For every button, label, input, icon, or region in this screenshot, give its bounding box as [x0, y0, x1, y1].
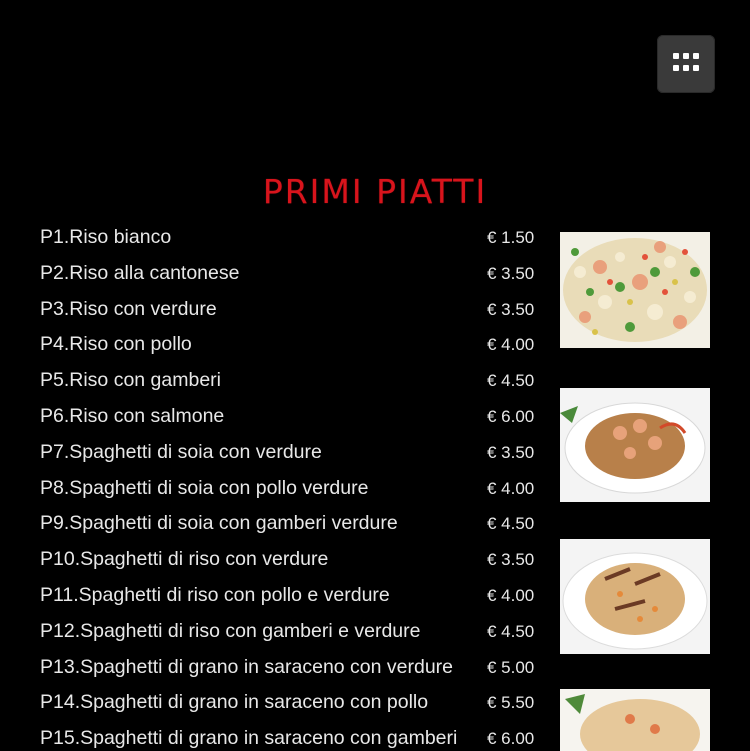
item-price: € 1.50 [487, 228, 535, 247]
item-name: P1.Riso bianco [40, 226, 172, 248]
item-price: € 4.00 [487, 585, 535, 605]
menu-item [0, 542, 560, 578]
item-name: P2.Riso alla cantonese [40, 261, 240, 284]
item-name: P3.Riso con verdure [40, 297, 217, 320]
item-price: € 4.50 [487, 371, 535, 391]
grid-icon [673, 53, 699, 75]
menu-item [0, 506, 560, 542]
menu-item [0, 721, 560, 751]
item-name: P7.Spaghetti di soia con verdure [40, 440, 322, 463]
buckwheat-noodles-photo [560, 689, 710, 751]
item-name: P11.Spaghetti di riso con pollo e verdure [40, 583, 390, 606]
item-price: € 5.00 [487, 657, 535, 677]
item-name: P15.Spaghetti di grano in saraceno con gamberi [40, 727, 458, 750]
menu-item [0, 650, 560, 686]
item-price: € 6.00 [487, 729, 535, 749]
item-price: € 3.50 [487, 299, 535, 319]
glass-noodles-shrimp-photo [560, 388, 710, 502]
item-price: € 3.50 [487, 550, 535, 570]
item-price: € 4.00 [487, 335, 535, 355]
menu-item [0, 363, 560, 399]
menu-item [0, 471, 560, 507]
menu-grid-button[interactable] [657, 35, 715, 93]
menu-item [0, 399, 560, 435]
item-name: P8.Spaghetti di soia con pollo verdure [40, 476, 369, 499]
menu-item [0, 578, 560, 614]
item-price: € 3.50 [487, 442, 535, 462]
item-price: € 4.50 [487, 621, 535, 641]
item-name: P5.Riso con gamberi [40, 369, 222, 392]
item-price: € 3.50 [487, 263, 535, 283]
item-name: P9.Spaghetti di soia con gamberi verdure [40, 512, 398, 535]
item-price: € 6.00 [487, 406, 535, 426]
item-name: P6.Riso con salmone [40, 404, 225, 427]
menu-item [0, 292, 560, 328]
section-title: PRIMI PIATTI [262, 172, 488, 212]
menu-item [0, 435, 560, 471]
rice-noodles-photo [560, 539, 710, 654]
item-name: P10.Spaghetti di riso con verdure [40, 548, 329, 571]
menu-item [0, 614, 560, 650]
item-price: € 4.00 [487, 478, 535, 498]
item-name: P13.Spaghetti di grano in saraceno con verdure [40, 655, 454, 678]
menu-item [0, 256, 560, 292]
menu-item [0, 685, 560, 721]
item-name: P12.Spaghetti di riso con gamberi e verdure [40, 619, 421, 642]
menu-item [0, 220, 560, 256]
item-price: € 5.50 [487, 693, 535, 713]
item-price: € 4.50 [487, 514, 535, 534]
menu-item [0, 327, 560, 363]
item-name: P4.Riso con pollo [40, 333, 192, 356]
menu-list [0, 220, 560, 751]
item-name: P14.Spaghetti di grano in saraceno con pollo [40, 691, 429, 714]
fried-rice-photo [560, 232, 710, 348]
